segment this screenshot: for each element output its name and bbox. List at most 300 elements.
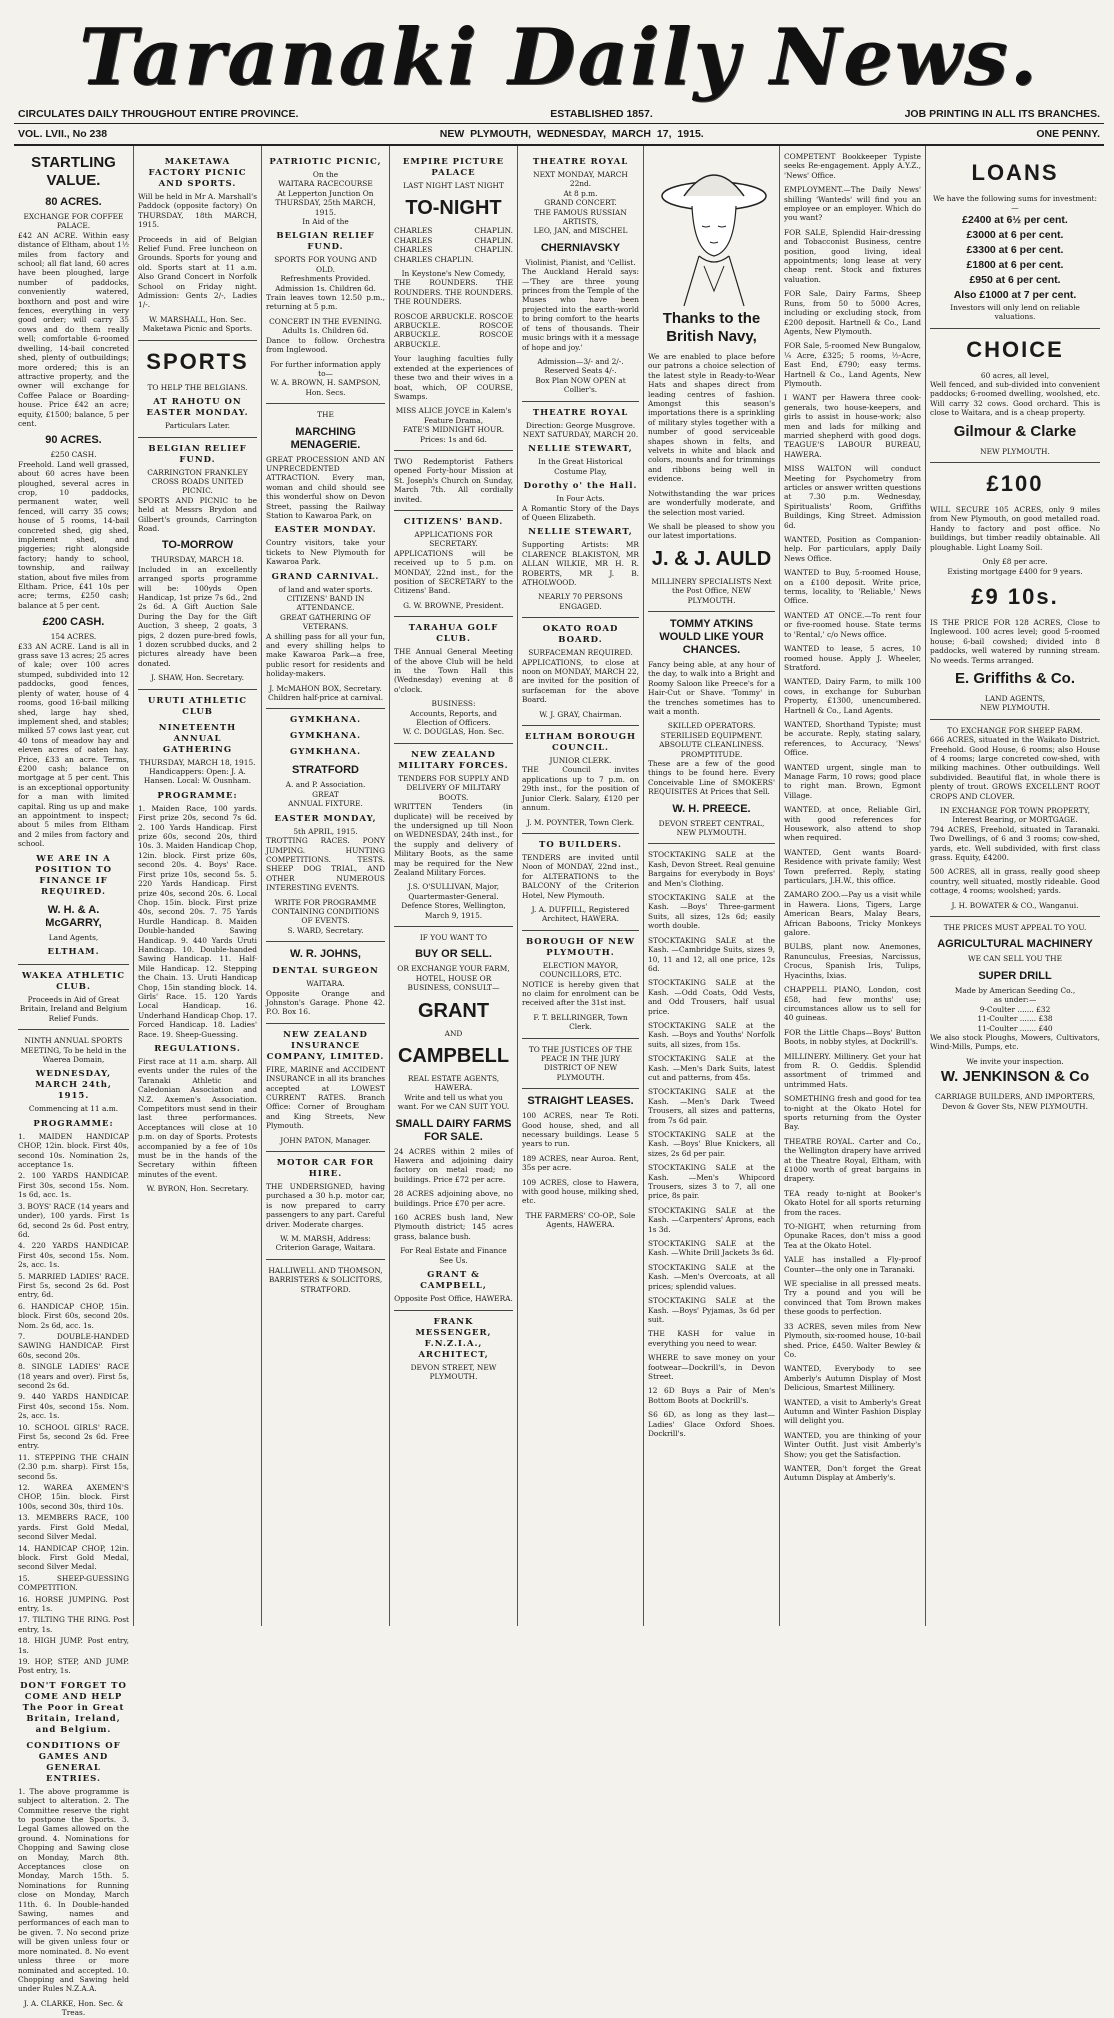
particulars: Particulars Later. — [165, 421, 230, 431]
sixd: S6 6D, as long as they last—Ladies' Glace Oxford Shoes. Dockrill's. — [648, 1410, 775, 1438]
only: Only £8 per acre. — [982, 557, 1048, 567]
eltham-council: ELTHAM BOROUGH COUNCIL. — [525, 732, 636, 754]
divider — [930, 719, 1100, 720]
divider — [522, 833, 639, 834]
shaw-sec: J. SHAW, Hon. Secretary. — [151, 673, 244, 683]
business-text: Accounts, Reports, and Election of Officers. — [409, 708, 498, 728]
adults: Adults 1s. Children 6d. — [282, 326, 369, 336]
classified-ad: WANTED, Dairy Farm, to milk 100 cows, in exchange for Suburban Property, £1300, unencumbered. Hartnell & Co., Land Agents. — [784, 677, 921, 715]
town-exchange: IN EXCHANGE FOR TOWN PROPERTY, Interest Bearing, or MORTGAGE. — [940, 806, 1090, 825]
joyce: MISS ALICE JOYCE in Kalem's Feature Drama, — [395, 406, 512, 425]
classified-ad: WANTED, you are thinking of your Winter Outfit. Just visit Amberly's Show; you get the Satisfaction. — [784, 1430, 921, 1459]
the: THE — [317, 410, 334, 420]
preece-address: DEVON STREET CENTRAL, NEW PLYMOUTH. — [658, 818, 765, 838]
gymkhana: GYMKHANA. — [289, 747, 362, 758]
classified-ad: TEA ready to-night at Booker's Okato Hotel for all sports returning from the races. — [784, 1188, 921, 1217]
divider — [266, 1259, 385, 1260]
divider — [522, 617, 639, 618]
thursday-line: THURSDAY, MARCH 18. — [151, 555, 244, 565]
on-the: On the — [312, 170, 339, 179]
builders: TO BUILDERS. — [539, 839, 622, 850]
saturday: NEXT SATURDAY, MARCH 20. — [522, 429, 639, 439]
classified-ad: WANTED, Position as Companion-help. For particulars, apply Daily News Office. — [784, 535, 921, 563]
shilling-pass: A shilling pass for all your fun, and every shilling helps to make Kawaroa Park—a free, public resort for residents and holiday-makers. — [266, 631, 385, 679]
volume-number: VOL. LVII., No 238 — [18, 128, 108, 140]
dorothy: Dorothy o' the Hall. — [523, 481, 638, 492]
stocktaking-ad: STOCKTAKING SALE at the Kash. —Boys and Youths' Norfolk suits, all sizes, from 15s. — [648, 1020, 775, 1049]
divider — [930, 916, 1100, 917]
stocktaking-ad: STOCKTAKING SALE at the Kash. —Carpenters' Aprons, each 1s 3d. — [648, 1205, 775, 1234]
agent-name: W. H. & A. McGARRY, — [45, 903, 102, 929]
maketawa-heading: MAKETAWA FACTORY PICNIC AND SPORTS. — [148, 157, 247, 189]
arbuckle: ROSCOE ARBUCKLE. ROSCOE ARBUCKLE. ROSCOE ARBUCKLE. ROSCOE ARBUCKLE. — [394, 311, 513, 349]
next-monday: NEXT MONDAY, MARCH 22nd. — [533, 170, 628, 189]
programme-item: 12. WAREA AXEMEN'S CHOP, 15in. block. First 100s, second 30s, third 10s. — [18, 1483, 129, 1511]
sports-sub: TO HELP THE BELGIANS. — [147, 382, 248, 392]
masthead-subbar — [14, 106, 1104, 124]
acts: In Four Acts. — [556, 494, 605, 504]
procession-text: GREAT PROCESSION AND AN UNPRECEDENTED ATTRACTION. Every man, woman and child should see this wonderful show on Devon Street, passing the Railway Station to Kawaroa Park, on — [266, 454, 385, 520]
marsh: W. M. MARSH, Address: Criterion Garage, Waitara. — [275, 1234, 376, 1253]
surfaceman: SURFACEMAN REQUIRED. — [528, 648, 633, 658]
agricultural: AGRICULTURAL MACHINERY — [937, 938, 1093, 951]
stewart: NELLIE STEWART, — [528, 444, 633, 455]
classified-ad: WANTED to Buy, 5-roomed House, on a £100 deposit. Write price, terms, locality, to 'Reliable,' News Office. — [784, 568, 921, 606]
poynter: J. M. POYNTER, Town Clerk. — [526, 817, 635, 827]
motor-car: MOTOR CAR FOR HIRE. — [276, 1158, 375, 1180]
messenger: FRANK MESSENGER, F.N.Z.I.A., ARCHITECT, — [415, 1316, 492, 1360]
uruti-programme: 1. Maiden Race, 100 yards. First prize 20s, second 7s 6d. 2. 100 Yards Handicap. First prize 60s, second 20s, third 10s. 3. Maiden Handicap Chop, 12in. block. First prize 60s, second 20s. 4. Boys' Race. First prize 10s, second 5s. 5. 220 Yards Handicap. First prize 40s, second 20s. 6. Local Chop. 15in. block. First prize 40s, second 20s. 7. 75 Yards Hurdle Handicap. 8. Maiden Double-handed Sawing Handicap. 9. 440 Yards Uruti Handicap. 10. Double-handed Sawing Handicap. 11. Half-Mile Handicap. 12. Stepping the Chain. 13. Uruti Handicap Chop, 15in standing block. 14. Girls' Race. 15. 120 Yards Local Handicap. 16. Underhand Handicap Chop. 17. Forced Handicap. 18. Ladies' Race. 19. Sheep-Guessing. — [138, 803, 258, 1039]
douglas: W. C. DOUGLAS, Hon. Sec. — [402, 727, 505, 737]
picnic-text: SPORTS AND PICNIC to be held at Messrs Brydon and Gilbert's grounds, Carrington Road. — [138, 495, 257, 533]
divider — [394, 450, 513, 451]
pleased: We shall be pleased to show you our latest importations. — [648, 521, 775, 541]
loan-rate: Also £1000 at 7 per cent. — [953, 288, 1077, 301]
small-dairy: SMALL DAIRY FARMS FOR SALE. — [395, 1117, 512, 1143]
costume-play: In the Great Historical Costume Play, — [538, 457, 623, 476]
loan-rate: £1800 at 6 per cent. — [966, 258, 1064, 271]
stocktaking-ad: STOCKTAKING SALE at the Kash. —Cambridge Suits, sizes 9, 10, 11 and 12, all one price, 12s 6d. — [648, 935, 775, 973]
gray: W. J. GRAY, Chairman. — [539, 709, 622, 719]
classified-ad: COMPETENT Bookkeeper Typiste seeks Re-engagement. Apply A.Y.Z., 'News' Office. — [784, 152, 921, 180]
acres-500: 500 ACRES, all in grass, really good sheep country, well situated, mostly rideable. Good cottage, 4 rooms; woolshed; yards. — [930, 867, 1100, 896]
stratford: STRATFORD — [291, 764, 359, 777]
classified-ad: I WANT per Hawera three cook-generals, two house-keepers, and girls to assist in house-work; also men and lads for milking and married shepherd with good dogs. TEAGUE'S LABOUR BUREAU, HAWERA. — [784, 393, 921, 459]
millinery: MILLINERY SPECIALISTS Next the Post Office, NEW PLYMOUTH. — [651, 576, 772, 605]
citizens-band: CITIZENS' BAND. — [403, 516, 504, 527]
golf: TARAHUA GOLF CLUB. — [408, 623, 499, 645]
regulations-text: First race at 11 a.m. sharp. All events under the rules of the Taranaki Athletic and Caledonian Association and N.Z. Axemen's Association. Competitors must send in their last three performances. Acceptances will close at 10 p.m. on day of Sports. Protests accompanied by a fee of 10s must be in the hands of the Secretary within fifteen minutes of the event. — [138, 1057, 257, 1179]
classified-ad: WANTED to lease, 5 acres, 10 roomed house. Apply J. Wheeler, Stratford. — [784, 644, 921, 672]
classified-ad: YALE has installed a Fly-proof Counter—the only one in Taranaki. — [784, 1255, 921, 1274]
divider — [648, 611, 775, 612]
issue-info-bar — [14, 124, 1104, 146]
established-note: ESTABLISHED 1857. — [550, 108, 653, 120]
surfaceman-text: APPLICATIONS, to close at noon on MONDAY, MARCH 22, are invited for the position of surfaceman for the above Board. — [522, 657, 639, 705]
column-5 — [518, 146, 644, 1626]
jenkinson: W. JENKINSON & Co — [940, 1068, 1090, 1086]
choice-heading: CHOICE — [966, 336, 1064, 362]
programme-item: 18. HIGH JUMP. Post entry, 1s. — [18, 1636, 129, 1655]
divider — [648, 843, 775, 844]
theatre-heading-2: THEATRE ROYAL — [532, 407, 629, 418]
business: BUSINESS: — [431, 699, 476, 709]
drill-price: 11-Coulter ....... £38 — [977, 1014, 1053, 1024]
carriage: CARRIAGE BUILDERS, AND IMPORTERS, — [935, 1092, 1095, 1102]
column-3 — [262, 146, 390, 1626]
classified-ad: WANTED, Everybody to see Amberly's Autumn Display of Most Delicious, Smartest Millinery. — [784, 1364, 921, 1393]
programme-item: 15. SHEEP-GUESSING COMPETITION. — [18, 1573, 129, 1593]
byron-sec: W. BYRON, Hon. Secretary. — [146, 1184, 249, 1194]
commencing: Commencing at 11 a.m. — [28, 1104, 119, 1114]
kash: THE KASH for value in everything you need to wear. — [648, 1329, 775, 1348]
chaplin: CHARLES CHAPLIN. CHARLES CHAPLIN. CHARLES CHAPLIN. CHARLES CHAPLIN. — [394, 226, 513, 264]
loan-rate: £3000 at 6 per cent. — [966, 228, 1064, 241]
devon-gover: Devon & Gover Sts, NEW PLYMOUTH. — [942, 1101, 1088, 1111]
agent-town: ELTHAM. — [47, 947, 100, 957]
direction: Direction: George Musgrove. — [525, 420, 636, 430]
drill-price: 9-Coulter ....... £32 — [979, 1004, 1051, 1014]
racecourse: WAITARA RACECOURSE — [278, 179, 373, 189]
time: At 8 p.m. — [563, 188, 598, 198]
gymkhana: GYMKHANA. — [289, 715, 362, 726]
veterans: GREAT GATHERING OF VETERANS. — [279, 612, 372, 632]
theatre-heading: THEATRE ROYAL — [532, 157, 629, 167]
borough: BOROUGH OF NEW PLYMOUTH. — [525, 936, 636, 958]
trains: Train leaves town 12.50 p.m., returning at 5 p.m. — [266, 293, 385, 312]
investors: Investors will only lend on reliable valuations. — [950, 302, 1080, 322]
patriotic-date: THURSDAY, 25th MARCH, 1915. — [275, 198, 376, 217]
divider — [394, 1310, 513, 1311]
tommy-atkins: TOMMY ATKINS WOULD LIKE YOUR CHANCES. — [659, 617, 764, 656]
stocktaking-ad: STOCKTAKING SALE at the Kash. —Boys' Pyjamas, 3s 6d per suit. — [648, 1296, 775, 1324]
carrington: CARRINGTON FRANKLEY CROSS ROADS UNITED PICNIC. — [147, 467, 248, 496]
stocktaking-ad: STOCKTAKING SALE at the Kash, Devon Street. Real genuine Bargains for everybody in Boys' and Men's Clothing. — [648, 850, 775, 888]
pairs: 12 6D Buys a Pair of Men's Bottom Boots at Dockrill's. — [648, 1386, 775, 1405]
golf-text: THE Annual General Meeting of the above Club will be held in the Town Hall this (Wednesday) evening at 8 o'clock. — [394, 647, 513, 694]
classified-ad: WANTER, Don't forget the Great Autumn Display at Amberly's. — [784, 1463, 921, 1483]
programme-item: 9. 440 YARDS HANDICAP. First 40s, second 15s. Nom. 2s, acc. 1s. — [18, 1392, 129, 1421]
programme-item: 10. SCHOOL GIRLS' RACE. First 5s, second 2s 6d. Free entry. — [18, 1422, 129, 1451]
romantic: A Romantic Story of the Days of Queen Elizabeth. — [522, 503, 639, 522]
gymkhana: GYMKHANA. — [289, 731, 362, 742]
grand-concert: GRAND CONCERT. — [544, 198, 617, 208]
dental-surgeon: DENTAL SURGEON — [272, 966, 379, 977]
paton: JOHN PATON, Manager. — [280, 1135, 371, 1145]
classified-ad: FOR Sale, Dairy Farms, Sheep Runs, from 50 to 5000 Acres, including or excluding stock, from £200 deposit. Hartnell & Co., Land Agents, New Plymouth. — [784, 289, 921, 336]
artists: Supporting Artists: MR CLARENCE BLAKISTON, MR ALLAN WILKIE, MR H. R. ROBERTS, MR J. B. ATHOLWOOD. — [522, 540, 639, 587]
buy-or-sell: BUY OR SELL. — [415, 948, 492, 961]
uruti-heading: URUTI ATHLETIC CLUB — [147, 695, 248, 717]
johns-address: Opposite Orange and Johnston's Garage. Phone 42. P.O. Box 16. — [266, 988, 385, 1017]
made-by: Made by American Seeding Co., — [954, 985, 1076, 995]
programme-item: 7. DOUBLE-HANDED SAWING HANDICAP. First 60s, second 20s. — [18, 1331, 129, 1360]
defence: Defence Stores, Wellington, March 9, 1915. — [401, 901, 506, 920]
grant-campbell: GRANT & CAMPBELL, — [420, 1270, 487, 1292]
secretary: J. A. CLARKE, Hon. Sec. & Treas. — [23, 1998, 124, 2018]
refreshments: Refreshments Provided. — [280, 274, 371, 284]
rahotu-line: AT RAHOTU ON EASTER MONDAY. — [146, 397, 249, 419]
programme-item: 3. BOYS' RACE (14 years and under), 100 yards. First 1s 6d, second 2s 6d. Post entry, 6d. — [18, 1201, 129, 1239]
stocktaking-ad: STOCKTAKING SALE at the Kash. —Men's Overcoats, at all prices; splendid values. — [648, 1262, 775, 1291]
real-estate: REAL ESTATE AGENTS, HAWERA. — [407, 1074, 500, 1093]
russian: THE FAMOUS RUSSIAN ARTISTS, — [534, 207, 627, 227]
programme-item: 4. 220 YARDS HANDICAP. First 40s, second 15s. Nom. 2s, acc. 1s. — [18, 1241, 129, 1270]
thanks-navy: Thanks to the British Navy, — [662, 310, 761, 345]
divider — [138, 340, 257, 341]
choice-sub: 60 acres, all level, — [980, 370, 1050, 380]
uruti-date: THURSDAY, MARCH 18, 1915. — [139, 757, 256, 767]
column-6 — [644, 146, 780, 1626]
classified-ad: CHAPPELL PIANO, London, cost £58, had few months' use; circumstances allow us to sell for 40 guineas. — [784, 985, 921, 1023]
and: AND — [444, 1028, 463, 1038]
divider — [522, 1038, 639, 1039]
empire-heading: EMPIRE PICTURE PALACE — [402, 157, 505, 178]
regulations-heading: REGULATIONS. — [154, 1044, 241, 1054]
rates-list — [930, 213, 1100, 303]
nine-heading: £9 10s. — [971, 583, 1059, 609]
lease-100: 100 ACRES, near Te Roti. Good house, shed, and all necessary buildings. Lease 5 years to run. — [522, 1111, 639, 1149]
gilmour-clarke: Gilmour & Clarke — [953, 422, 1077, 440]
farm-24: 24 ACRES within 2 miles of Hawera and adjoining dairy factory on metal road; no buildings. Price £72 per acre. — [394, 1146, 513, 1184]
notwithstanding: Notwithstanding the war prices are wonderfully moderate, and the selection most varied. — [648, 488, 775, 517]
junior-clerk: JUNIOR CLERK. — [549, 756, 612, 766]
junction: At Lepperton Junction On — [277, 188, 374, 198]
programme-item: 11. STEPPING THE CHAIN (2.30 p.m. sharp). First 15s, second 5s. — [18, 1452, 129, 1481]
forget-note: DON'T FORGET TO COME AND HELP The Poor in Great Britain, Ireland, and Belgium. — [20, 1680, 127, 1735]
programme-item: 19. HOP, STEP, AND JUMP. Post entry, 1s. — [18, 1656, 129, 1676]
column-8 — [926, 146, 1104, 1626]
johns-name: W. R. JOHNS, — [290, 948, 361, 961]
divider — [266, 1151, 385, 1152]
programme-item: 13. MEMBERS RACE, 100 yards. First Gold Medal, second Silver Medal. — [18, 1513, 129, 1542]
easter-monday-2: EASTER MONDAY, — [274, 813, 377, 824]
classified-ad: WANTED AT ONCE.—To rent four or five-roomed house. State terms to 'Rental,' c/o News office. — [784, 610, 921, 639]
box-plan: Box Plan NOW OPEN at Collier's. — [535, 375, 626, 395]
meeting-date: WEDNESDAY, MARCH 24th, 1915. — [35, 1069, 112, 1102]
concert: CONCERT IN THE EVENING. — [269, 316, 382, 326]
children-price: Children half-price at carnival. — [267, 693, 384, 703]
farmers-coop: THE FARMERS' CO-OP., Sole Agents, HAWERA. — [525, 1210, 636, 1230]
osullivan: J.S. O'SULLIVAN, Major, Quartermaster-General. — [407, 882, 499, 901]
browne: G. W. BROWNE, President. — [403, 600, 504, 610]
redemptorist: TWO Redemptorist Fathers opened Forty-hour Mission at St. Joseph's Church on Sunday, March 7th. All cordially invited. — [394, 456, 513, 504]
admission: Admission—3/- and 2/-. Reserved Seats 4/-. — [537, 356, 624, 376]
association: A. and P. Association. — [285, 780, 366, 790]
classified-ad: 33 ACRES, seven miles from New Plymouth, six-roomed house, 10-bail shed. Price, £450. Walter Bewley & Co. — [784, 1321, 921, 1359]
column-2 — [134, 146, 262, 1626]
classified-ad: FOR Sale, 5-roomed New Bungalow, ¼ Acre, £325; 5 rooms, ½-Acre, East End, £790; easy terms. Hartnell & Co., Land Agents, New Plymouth. — [784, 341, 921, 388]
soldier-hat-illustration — [654, 156, 769, 306]
ad-body: £33 AN ACRE. Land is all in grass save 13 acres; 25 acres of kale; over 100 acres stumped, subdivided into 12 paddocks, good fences, plenty of water, house of 4 rooms, good 16-bail milking shed, large hay shed, implement shed, and stables; milked 57 cows last year, cut 40 tons of meadow hay and eleven acres of oaten hay. Price, £33 an acre. Terms, £200 cash; balance on mortgage at 5 per cent. This is an exceptional opportunity for a man with limited capital. Ring us up and make an appointment to inspect; about 5 miles from Eltham and 2 miles from factory and school. — [18, 641, 129, 849]
duffill: J. A. DUFFILL, Registered Architect, HAWERA. — [531, 904, 630, 924]
classified-ad: SOMETHING fresh and good for tea to-night at the Okato Hotel for sports returning from the Oyster Bay. — [784, 1094, 921, 1132]
price: ONE PENNY. — [1036, 128, 1100, 140]
stocktaking-ad: STOCKTAKING SALE at the Kash. —Odd Coats, Odd Vests, and Odd Trousers, half usual price. — [648, 978, 775, 1016]
marching-menagerie: MARCHING MENAGERIE. — [290, 425, 361, 451]
skilled: SKILLED OPERATORS. STERILISED EQUIPMENT. ABSOLUTE CLEANLINESS. PROMPTITUDE. — [659, 721, 764, 759]
instruments: Violinist, Pianist, and 'Cellist. — [525, 257, 636, 267]
meeting-line: NINTH ANNUAL SPORTS MEETING, To be held in the Waerea Domain, — [20, 1036, 127, 1065]
citizens-band: CITIZENS' BAND IN ATTENDANCE. — [286, 594, 365, 613]
nz-insurance: NEW ZEALAND INSURANCE COMPANY, LIMITED. — [266, 1029, 385, 1062]
election-text: NOTICE is hereby given that no claim for enrolment can be received after the 31st inst. — [522, 979, 639, 1008]
picnic-text-2: Included in an excellently arranged sports programme will be: 100yds Open Handicap, 1st prize 7s 6d., 2nd 2s 6d. A Gift Auction Sale During the Day for the Gift Auction, 3 sheep, 2 goats, 3 pigs, 2 dozen pure-bred fowls, 1 dozen scrubbed ducks, and 2 pictures already have been donated. — [138, 564, 257, 668]
halliwell: HALLIWELL AND THOMSON, BARRISTERS & SOLICITORS, STRATFORD. — [268, 1265, 383, 1294]
soldier-illustration-icon — [654, 156, 774, 306]
forces: NEW ZEALAND MILITARY FORCES. — [398, 749, 509, 771]
programme-item: 8. SINGLE LADIES' RACE (18 years and over). First 5s, second 2s 6d. — [18, 1362, 129, 1390]
preece: W. H. PREECE. — [672, 802, 751, 815]
belgian-fund: BELGIAN RELIEF FUND. — [276, 231, 375, 253]
invite: We invite your inspection. — [966, 1056, 1064, 1066]
sports-heading: SPORTS — [146, 348, 249, 374]
classified-ad: WE specialise in all pressed meats. Try a pound and you will be convinced that Tom Brown makes these goods to perfection. — [784, 1279, 921, 1317]
programme-item: 14. HANDICAP CHOP, 12in. block. First Gold Medal, second Silver Medal. — [18, 1543, 129, 1572]
uruti-sub: NINETEENTH ANNUAL GATHERING — [158, 722, 237, 755]
stock: We also stock Ploughs, Mowers, Cultivators, Wind-Mills, Pumps, etc. — [930, 1032, 1100, 1052]
divider — [522, 1088, 639, 1089]
programme-heading: PROGRAMME: — [157, 790, 238, 801]
if-you-want: IF YOU WANT TO — [419, 932, 488, 942]
divider — [522, 725, 639, 726]
farm-160: 160 ACRES bush land, New Plymouth district; 145 acres grass, balance bush. — [394, 1213, 513, 1241]
ad-heading: 80 ACRES. — [45, 196, 102, 208]
programme-item: 5. MARRIED LADIES' RACE. First 5s, second 2s 6d. Post entry, 6d. — [18, 1271, 129, 1300]
where: WHERE to save money on your footwear—Dockrill's, in Devon Street. — [648, 1353, 775, 1381]
ad-subheading: £250 CASH. — [50, 450, 97, 460]
write-programme: WRITE FOR PROGRAMME CONTAINING CONDITIONS OF EVENTS. — [271, 897, 380, 926]
secretaries: W. A. BROWN, H. SAMPSON, Hon. Secs. — [270, 378, 381, 397]
straight-leases: STRAIGHT LEASES. — [527, 1095, 634, 1108]
acres-666: 666 ACRES, situated in the Waikato District. Freehold. Good House, 6 rooms; also House of 4 rooms; large concreted cow-shed, with milking machines. Other outbuildings. Well subdivided. Beautiful flat, in whole there is plenty of trout. GROWS EXCELLENT ROOT CROPS AND CLOVER. — [930, 735, 1100, 801]
easter-monday: EASTER MONDAY. — [274, 525, 377, 536]
bellringer: F. T. BELLRINGER, Town Clerk. — [533, 1012, 628, 1032]
great: GREAT — [312, 789, 339, 799]
country-visitors: Country visitors, take your tickets to New Plymouth for Kawaroa Park. — [266, 538, 385, 567]
few-lines: These are a few of the good things to be found here. Every Conceivable Line of SMOKERS' REQUISITES At Prices that Sell. — [648, 759, 775, 797]
admission: Admission 1s. Children 6d. — [275, 283, 376, 293]
divider — [18, 964, 129, 965]
tenders: TENDERS FOR SUPPLY AND DELIVERY OF MILITARY BOOTS. — [398, 773, 509, 802]
new-plymouth-2: NEW PLYMOUTH. — [980, 703, 1050, 713]
place-date: NEW PLYMOUTH, WEDNESDAY, MARCH 17, 1915. — [439, 128, 704, 140]
devon: DEVON STREET, NEW PLYMOUTH. — [410, 1362, 497, 1381]
in-aid: In Aid of the — [302, 217, 349, 227]
handicappers: Handicappers: Open: J. A. Hansen. Local: W. Ousnham. — [143, 767, 252, 786]
events-list: TROTTING RACES. PONY JUMPING. HUNTING COMPETITIONS. TESTS. SHEEP DOG TRIAL, AND OTHER NUMEROUS INTERESTING EVENTS. — [266, 836, 385, 893]
carnival-sub: of land and water sports. — [278, 584, 373, 594]
job-printing-note: JOB PRINTING IN ALL ITS BRANCHES. — [904, 108, 1100, 120]
divider — [522, 930, 639, 931]
last-night: LAST NIGHT LAST NIGHT — [403, 181, 504, 190]
sheep-exchange: TO EXCHANGE FOR SHEEP FARM. — [947, 725, 1083, 735]
loan-rate: £3300 at 6 per cent. — [966, 243, 1064, 256]
programme-item: 17. TILTING THE RING. Post entry, 1s. — [18, 1615, 129, 1634]
grand-carnival: GRAND CARNIVAL. — [271, 571, 380, 582]
divider — [930, 462, 1100, 463]
divider — [266, 708, 385, 709]
loans-sub: We have the following sums for investment:— — [933, 194, 1097, 213]
stocktaking-ad: STOCKTAKING SALE at the Kash. —Boys' Three-garment Suits, all sizes, 12s 6d; easily worth double. — [648, 893, 775, 931]
prices: Prices: 1s and 6d. — [420, 434, 487, 444]
classified-ad: EMPLOYMENT.—The Daily News' shilling 'Wanteds' will find you an employee or an employer. Which do you want? — [784, 185, 921, 223]
finance-note: WE ARE IN A POSITION TO FINANCE IF REQUIRED. — [34, 853, 113, 897]
divider — [394, 743, 513, 744]
loans-heading: LOANS — [971, 160, 1059, 185]
columns — [14, 146, 1104, 2018]
classified-ad: WANTED, at once, Reliable Girl, with good references for Housework, also attend to shop when required. — [784, 805, 921, 843]
nine-text: IS THE PRICE FOR 128 ACRES, Close to Inglewood. 100 acres level; good 5-roomed house; 6-bail cowshed; divided into 8 paddocks, well watered by running stream. No weeds. Terms arranged. — [930, 617, 1100, 665]
okato: OKATO ROAD BOARD. — [542, 624, 619, 646]
ad-body: Freehold. Land well grassed, about 60 acres have been ploughed, several acres in crop, 10 paddocks, permanent water, well fenced, will carry 35 cows; house of 5 rooms, 14-bail concreted shed, gig shed, implement shed, and piggeries; right alongside factory; handy to school, township, and railway station, about five miles from Eltham. Price, £41 10s per acre; terms, £250 cash; balance at 5 per cent. — [18, 459, 129, 610]
divider — [138, 689, 257, 690]
sports-line: SPORTS FOR YOUNG AND OLD. — [274, 255, 377, 274]
stocktaking-ad: STOCKTAKING SALE at the Kash. —Men's Dark Suits, latest cut and patterns, from 45s. — [648, 1054, 775, 1082]
patriotic-heading: PATRIOTIC PICNIC, — [269, 157, 382, 167]
farm-bottom: For Real Estate and Finance See Us. — [400, 1246, 507, 1265]
names: LEO, JAN, and MISCHEL — [533, 226, 628, 236]
drill-price: 11-Coulter ....... £40 — [977, 1023, 1053, 1033]
existing: Existing mortgage £400 for 9 years. — [947, 566, 1083, 576]
agent-title: Land Agents, — [48, 932, 99, 942]
column-4 — [390, 146, 518, 1626]
classified-ad: FOR the Little Chaps—Boys' Button Boots, in nobby styles, at Dockrill's. — [784, 1027, 921, 1047]
classified-ad: BULBS, plant now. Anemones, Ranunculus, Freesias, Narcissus, Crocus, Spanish Iris, Tulips, Hyacinths, Ixias. — [784, 942, 921, 980]
conditions-text: 1. The above programme is subject to alteration. 2. The Committee reserve the right to postpone the Sports. 3. Legal Games allowed on the ground. 4. Nominations for Chopping and Sawing close on Monday, March 8th. Acceptances close on Monday, March 15th. 5. Nominations for Running close on Monday, March 11th. 6. In Double-handed Sawing, names and performances of each man to be given. 7. No second prize will be given unless four or more nominated. 8. No event unless three or more nominated and accepted. 10. Chopping and Sawing held under Rules N.Z.A.A. — [18, 1786, 129, 1994]
hundred-text: WILL SECURE 105 ACRES, only 9 miles from New Plymouth, on good metalled road. Handy to factory and post office. No buildings, but timber readily obtainable. All ploughable. Light Loamy Soil. — [930, 505, 1100, 552]
opposite: Opposite Post Office, HAWERA. — [394, 1294, 513, 1304]
review: The Auckland Herald says:—'They are three young princes from the Temple of the Muses who have been projected into the earth-world to bring comfort to the hearts of tens of thousands. Their music brings with it a message of hope and joy.' — [522, 267, 639, 352]
maketawa-sec: W. MARSHALL, Hon. Sec. Maketawa Picnic and Sports. — [142, 314, 253, 334]
ad-subheading: 154 ACRES. — [50, 632, 97, 642]
loan-rate: £950 at 6 per cent. — [969, 273, 1061, 286]
tonight: TO-NIGHT — [405, 197, 502, 220]
acres-794: 794 ACRES, Freehold, situated in Taranaki. Two Dwellings, of 6 and 3 rooms; cow-shed, yards, etc. Well subdivided, with first class grass. Equity, £4200. — [930, 824, 1100, 863]
nearly: NEARLY 70 PERSONS ENGAGED. — [538, 592, 623, 611]
classified-ad: ZAMARO ZOO.—Pay us a visit while in Hawera. Lions, Tigers, Large American Bears, Malay Bears, African Baboons, Tricky Monkeys galore. — [784, 890, 921, 938]
bowater: J. H. BOWATER & CO., Wanganui. — [951, 900, 1079, 910]
divider — [266, 403, 385, 404]
new-plymouth: NEW PLYMOUTH. — [980, 446, 1050, 456]
hundred-heading: £100 — [986, 471, 1044, 497]
cherniavsky: CHERNIAVSKY — [540, 241, 621, 254]
can-sell: WE CAN SELL YOU THE — [967, 954, 1063, 964]
choice-text: Well fenced, and sub-divided into convenient paddocks; 6-roomed dwelling, woolshed, etc. Will carry 32 cows. Good orchard. This is close to Waitara, and is a cheap property. — [930, 380, 1100, 418]
farm-28: 28 ACRES adjoining above, no buildings. Price £70 per acre. — [394, 1189, 513, 1208]
classified-ad: WANTED urgent, single man to Manage Farm, 10 rows; good place to right man. Brown, Egmont Village. — [784, 762, 921, 800]
divider — [266, 941, 385, 942]
divider — [394, 926, 513, 927]
programme-item: 1. MAIDEN HANDICAP CHOP, 12in. block. First 40s, second 10s. Nomination 2s, acceptance 1s. — [18, 1131, 129, 1170]
dance: Dance to follow. Orchestra from Inglewood. — [266, 335, 385, 355]
ad-heading: 90 ACRES. — [45, 434, 102, 447]
divider — [930, 328, 1100, 329]
write-us: Write and tell us what you want. For we CAN SUIT YOU. — [397, 1092, 510, 1112]
applications: APPLICATIONS FOR SECRETARY. — [414, 529, 493, 549]
divider — [18, 1029, 129, 1030]
navy-text: We are enabled to place before our patrons a choice selection of the latest style in Ready-to-Wear Hats and shapes direct from leading centres of fashion. Amongst this season's importations there is a sprinkling of military styles together with a number of good serviceable shapes shown in felts, and velvets in white and black and colors, mounts and for trimmings and ribbons being well in evidence. — [648, 352, 775, 484]
maketawa-text-2: Proceeds in aid of Belgian Relief Fund. Free luncheon on Grounds. Sports for young and old. Sports start at 11 a.m. Also Grand Concert in Norfolk School on Friday night. Admission: Gents 2/-, Ladies 1/-. — [138, 234, 257, 310]
divider — [266, 1023, 385, 1024]
divider — [522, 401, 639, 402]
stocktaking-list — [648, 850, 775, 1324]
grant: GRANT — [417, 999, 490, 1022]
classified-ad: MISS WALTON will conduct Meeting for Psychometry from articles or answer written questions at 7.30 p.m. Wednesday, Spiritualists' Room, Griffiths Buildings, King Street. Admission 6d. — [784, 464, 921, 530]
startling-value-heading: STARTLING VALUE. — [31, 154, 116, 189]
stocktaking-ad: STOCKTAKING SALE at the Kash. —Men's Whipcord Trousers, sizes 3 to 7, all one price, 8s pair. — [648, 1163, 775, 1201]
belgian-fund: BELGIAN RELIEF FUND. — [148, 443, 247, 465]
